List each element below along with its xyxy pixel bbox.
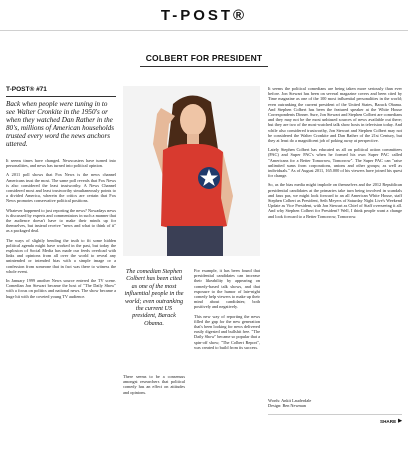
body-paragraph: There seems to be a consensus amongst researchers that political comedy has an effect on attitudes and opinions.: [123, 374, 185, 395]
brand-logo[interactable]: T-POST®: [160, 7, 248, 24]
body-column-3: [194, 268, 260, 354]
face-shape: [180, 104, 206, 136]
lead-paragraph: Back when people were tuning in to see Walter Cronkite in the 1950's or when they watched Dan Rather in the 80's, millions of American households trusted every word the news anchors uttered.: [6, 100, 114, 148]
body-paragraph: For example, it has been found that presidential candidates can increase their likeability by appearing on comedy-based talk shows, and that exposure to the humor of late-night comedy help viewers to make up their mind about candidates; both positively and negatively.: [194, 268, 260, 310]
share-button[interactable]: [268, 416, 402, 426]
issue-divider: [6, 96, 116, 97]
headline-underline: [140, 66, 268, 67]
pull-quote: The comedian Stephen Colbert has been cited as one of the most influential people in the world; even outranking the current US president, Barack Obama.: [124, 268, 184, 327]
body-paragraph: It seems times have changed. Newscasters have turned into personalities, and news has turned into political opinion.: [6, 158, 116, 169]
issue-number: T-POST® #71: [6, 86, 47, 93]
header-divider: [0, 30, 408, 31]
share-arrow-icon: ▶: [398, 418, 402, 424]
article-credits: [268, 398, 402, 408]
body-paragraph: This new way of reporting the news filled the gap for the new generation that's been looking for news delivered easily digested and bullshit free. "The Daily Show" became so popular that a spin-off show; "The Colbert Report", was created to build from its success.: [194, 313, 260, 350]
model-illustration: [123, 86, 260, 256]
share-label: SHARE: [380, 418, 397, 424]
credit-design: Design: Ben Newman: [268, 403, 306, 409]
body-paragraph: Lately Stephen Colbert has educated us all on political action committees (PAC) and Super PAC's when he formed his own Super PAC called "Americans for a Better Tomorrow, Tomorrow". The Super PAC can "raise unlimited sums from corporations, unions and other groups; as well as individuals." As of August 2011, 165.000 of his viewers have joined his quest for change.: [268, 147, 402, 179]
tshirt-model-photo: [123, 86, 260, 256]
body-paragraph: Whatever happened to just reporting the news? Nowadays news is discussed by experts and commentators in such a manner that the audience doesn't have to make their minds up for themselves, but instead receive "news and what to think of it" as a packaged deal.: [6, 207, 117, 234]
body-column-4: [268, 86, 402, 223]
credit-words: Words: Ankit Lauderdale: [268, 398, 312, 403]
body-column-2: [123, 374, 185, 399]
share-divider: [268, 414, 402, 415]
jeans: [167, 226, 223, 256]
article-headline: COLBERT FOR PRESIDENT: [145, 53, 263, 63]
body-paragraph: In January 1999 another News source entered the TV scene. Comedian Jon Stewart became the host of "The Daily Show" with a focus on politics and national news. The show became a huge hit with the coveted young TV audience.: [6, 278, 116, 299]
body-paragraph: It seems the political comedians are being taken more seriously than ever before. Jon Stewart has been on several magazine covers and been cited by Time magazine as one of the 100 most influential personalities in the world; even outranking the current president of the United States, Barack Obama. And Stephen Colbert has been the featured speaker at the White House Correspondents Dinner. Sure, Jon Stewart and Stephen Colbert are comedians and they may not be the most unbiased sources of news available out there; but they are two of the most-watched talk show hosts in television today. And while also considered trustworthy, Jon Stewart and Stephen Colbert may not be considered the Walter Cronkite and Dan Rather of the 21st Century, but they at least do a magnificent job of poking away at perspective.: [268, 86, 403, 144]
body-paragraph: The ways of slightly bending the truth to fit some hidden political agenda might have worked in the past, but today the explosion of Social Media has made our feeds overload with links and opinions from all over the world to reveal any unintended or intended bias with a simple image or a confession from someone that in fact was there to witness the whole event.: [6, 237, 116, 274]
red-tshirt: [161, 144, 227, 230]
body-paragraph: A 2011 poll shows that Fox News is the news channel Americans trust the most. The same poll reveals that Fox News is also considered the least trustworthy. A News Channel considered most and least trustworthy simultaneously points to a divided America, wherein the critics are certain that Fox News promotes conservative political positions.: [6, 172, 116, 204]
body-column-1: [6, 158, 116, 303]
body-paragraph: So, as the bias media might implode on themselves and the 2012 Republican presidential candidates at the primaries take turn being involved in scandals and faux pas, we might look forward to an all American White House, staff Stephen Colbert as President, Seth Meyers of Saturday Night Live's Weekend Update as Vice President, with Jon Stewart as Chief of Staff overseeing it all. And why Stephen Colbert for President? Well, I think people want a change and look forward to a Better Tomorrow, Tomorrow.: [268, 182, 402, 219]
